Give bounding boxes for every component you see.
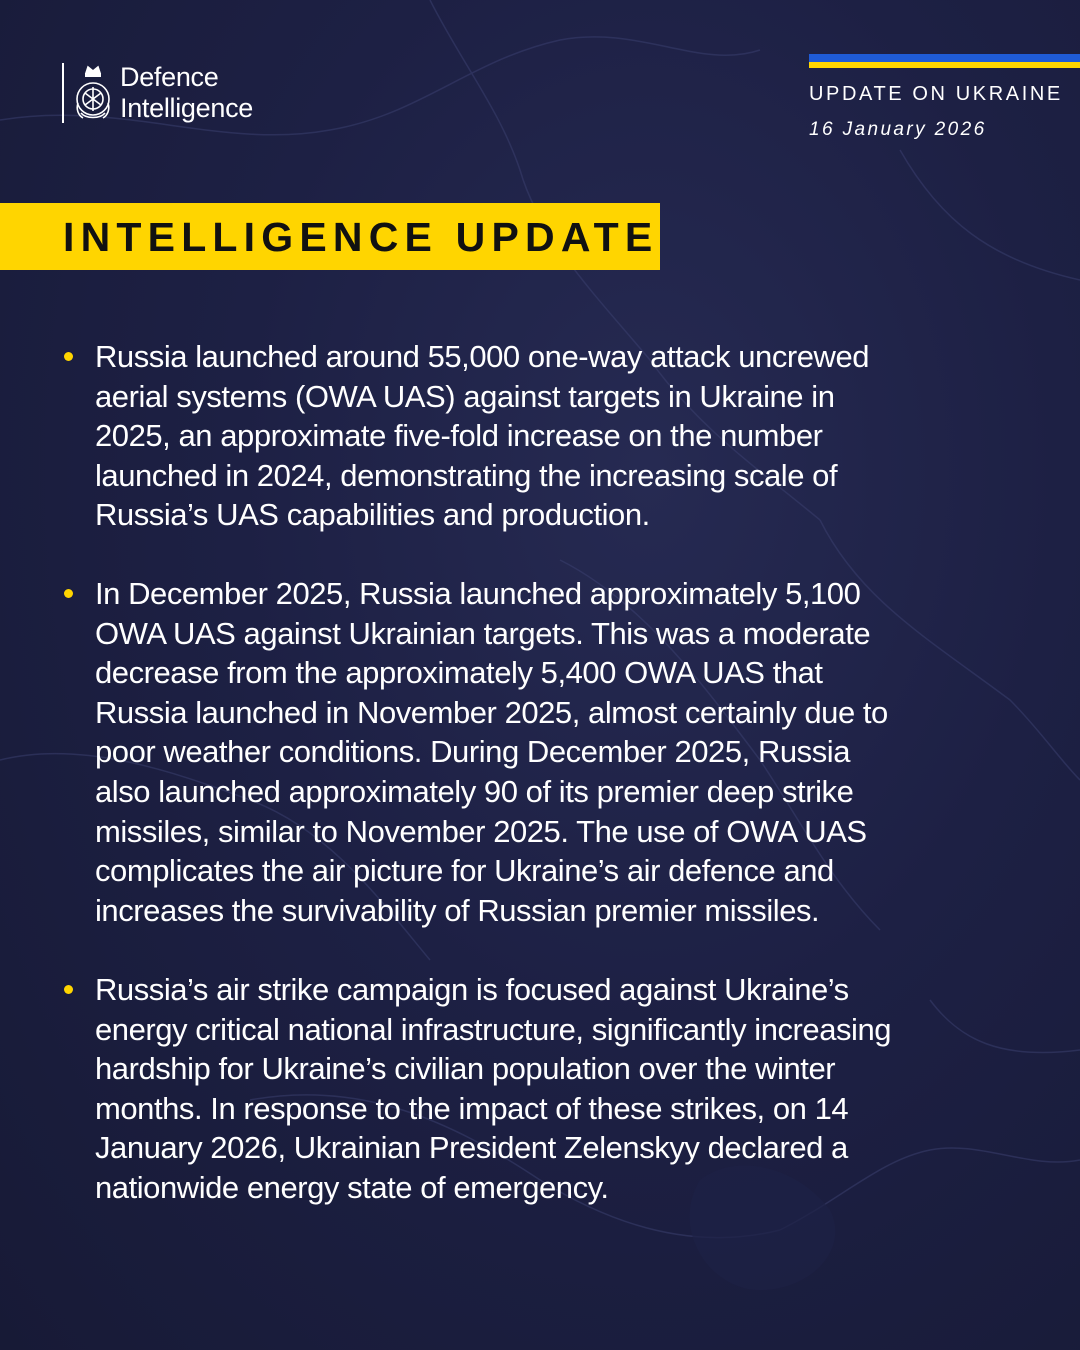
bullet-item xyxy=(95,574,995,930)
bullet-line: 2025, an approximate five-fold increase on the number xyxy=(95,418,823,454)
bullet-line: poor weather conditions. During December 2025, Russia xyxy=(95,734,851,770)
logo-line-1: Defence xyxy=(120,62,219,92)
bullet-line: In December 2025, Russia launched approximately 5,100 xyxy=(95,576,861,611)
bullet-line: also launched approximately 90 of its premier deep strike xyxy=(95,773,854,809)
bullet-dot-icon xyxy=(64,985,73,994)
bullet-line: decrease from the approximately 5,400 OWA UAS that xyxy=(95,655,823,691)
bullet-line: hardship for Ukraine’s civilian population over the winter xyxy=(95,1051,836,1087)
bullet-dot-icon xyxy=(64,352,73,361)
bullet-line: energy critical national infrastructure, significantly increasing xyxy=(95,1011,892,1047)
bullet-line: OWA UAS against Ukrainian targets. This was a moderate xyxy=(95,615,871,651)
bullet-line: launched in 2024, demonstrating the increasing scale of xyxy=(95,457,838,493)
bullet-line: missiles, similar to November 2025. The use of OWA UAS xyxy=(95,813,867,849)
bullet-line: aerial systems (OWA UAS) against targets in Ukraine in xyxy=(95,378,835,414)
bullet-line: increases the survivability of Russian premier missiles. xyxy=(95,892,820,928)
bullet-line: Russia’s air strike campaign is focused against Ukraine’s xyxy=(95,972,849,1007)
bullet-line: Russia launched in November 2025, almost certainly due to xyxy=(95,694,888,730)
bullet-line: Russia’s UAS capabilities and production. xyxy=(95,497,650,533)
bullet-item xyxy=(95,337,995,535)
banner-title: INTELLIGENCE UPDATE xyxy=(63,214,659,260)
bullet-line: nationwide energy state of emergency. xyxy=(95,1169,609,1205)
bullet-line: complicates the air picture for Ukraine’s air defence and xyxy=(95,853,834,889)
logo-line-2: Intelligence xyxy=(120,93,253,123)
bullet-line: months. In response to the impact of these strikes, on 14 xyxy=(95,1090,849,1126)
bullet-line: Russia launched around 55,000 one-way attack uncrewed xyxy=(95,339,870,374)
bullet-item xyxy=(95,970,995,1208)
bullet-line: January 2026, Ukrainian President Zelenskyy declared a xyxy=(95,1130,848,1166)
update-label: UPDATE ON UKRAINE xyxy=(809,83,1063,105)
update-date: 16 January 2026 xyxy=(809,119,987,140)
bullet-dot-icon xyxy=(64,589,73,598)
